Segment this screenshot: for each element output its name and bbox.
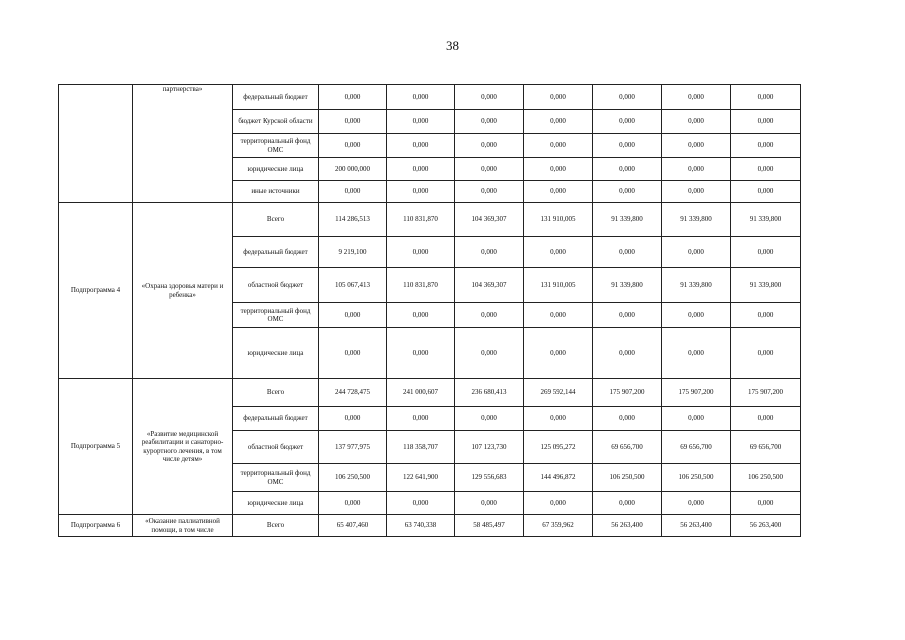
value-cell: 0,000	[662, 158, 731, 181]
table-row	[59, 203, 801, 237]
value-cell: 106 250,500	[593, 464, 662, 492]
value-cell: 0,000	[662, 181, 731, 203]
value-cell: 0,000	[319, 134, 387, 158]
value-cell: 0,000	[731, 492, 801, 515]
value-cell: 107 123,730	[455, 431, 524, 464]
funding-source-cell: бюджет Курской области	[233, 110, 319, 134]
value-cell: 137 977,975	[319, 431, 387, 464]
table-row	[59, 379, 801, 407]
value-cell: 0,000	[455, 158, 524, 181]
value-cell: 69 656,700	[593, 431, 662, 464]
value-cell: 0,000	[524, 181, 593, 203]
funding-source-cell: иные источники	[233, 181, 319, 203]
value-cell: 129 556,683	[455, 464, 524, 492]
value-cell: 0,000	[387, 110, 455, 134]
value-cell: 91 339,800	[731, 203, 801, 237]
value-cell: 144 496,872	[524, 464, 593, 492]
subprogram-cell: Подпрограмма 5	[59, 379, 133, 515]
value-cell: 0,000	[524, 134, 593, 158]
value-cell: 0,000	[387, 237, 455, 268]
value-cell: 67 359,962	[524, 515, 593, 537]
subprogram-cell: Подпрограмма 4	[59, 203, 133, 379]
value-cell: 105 067,413	[319, 268, 387, 303]
value-cell: 0,000	[662, 85, 731, 110]
value-cell: 175 907,200	[593, 379, 662, 407]
value-cell: 0,000	[731, 328, 801, 379]
value-cell: 0,000	[731, 158, 801, 181]
funding-source-cell: юридические лица	[233, 158, 319, 181]
value-cell: 0,000	[455, 303, 524, 328]
value-cell: 175 907,200	[662, 379, 731, 407]
value-cell: 0,000	[662, 134, 731, 158]
value-cell: 175 907,200	[731, 379, 801, 407]
value-cell: 106 250,500	[731, 464, 801, 492]
subprogram-description-cell: «Развитие медицинской реабилитации и санаторно-курортного лечения, в том числе детям»	[133, 379, 233, 515]
value-cell: 0,000	[387, 328, 455, 379]
value-cell: 0,000	[387, 85, 455, 110]
funding-source-cell: территориальный фонд ОМС	[233, 464, 319, 492]
value-cell: 0,000	[593, 492, 662, 515]
value-cell: 125 095,272	[524, 431, 593, 464]
value-cell: 104 369,307	[455, 203, 524, 237]
value-cell: 0,000	[731, 407, 801, 431]
value-cell: 56 263,400	[662, 515, 731, 537]
value-cell: 0,000	[524, 492, 593, 515]
value-cell: 9 219,100	[319, 237, 387, 268]
value-cell: 63 740,338	[387, 515, 455, 537]
value-cell: 0,000	[387, 303, 455, 328]
subprogram-description-cell: партнерства»	[133, 85, 233, 203]
funding-source-cell: территориальный фонд ОМС	[233, 134, 319, 158]
value-cell: 0,000	[455, 110, 524, 134]
value-cell: 236 680,413	[455, 379, 524, 407]
value-cell: 0,000	[524, 328, 593, 379]
value-cell: 0,000	[455, 181, 524, 203]
value-cell: 56 263,400	[593, 515, 662, 537]
value-cell: 0,000	[455, 134, 524, 158]
value-cell: 0,000	[662, 237, 731, 268]
value-cell: 69 656,700	[662, 431, 731, 464]
value-cell: 0,000	[662, 492, 731, 515]
value-cell: 0,000	[731, 85, 801, 110]
funding-source-cell: Всего	[233, 203, 319, 237]
funding-source-cell: территориальный фонд ОМС	[233, 303, 319, 328]
value-cell: 0,000	[387, 407, 455, 431]
funding-source-cell: юридические лица	[233, 492, 319, 515]
value-cell: 91 339,800	[593, 268, 662, 303]
value-cell: 106 250,500	[319, 464, 387, 492]
value-cell: 0,000	[319, 85, 387, 110]
value-cell: 0,000	[662, 303, 731, 328]
value-cell: 0,000	[319, 181, 387, 203]
value-cell: 0,000	[387, 134, 455, 158]
value-cell: 0,000	[455, 85, 524, 110]
value-cell: 0,000	[593, 158, 662, 181]
table-row	[59, 85, 801, 110]
funding-source-cell: областной бюджет	[233, 431, 319, 464]
value-cell: 131 910,005	[524, 203, 593, 237]
value-cell: 0,000	[662, 110, 731, 134]
value-cell: 0,000	[593, 237, 662, 268]
value-cell: 0,000	[387, 158, 455, 181]
value-cell: 0,000	[593, 407, 662, 431]
value-cell: 0,000	[593, 85, 662, 110]
subprogram-description-cell: «Охрана здоровья матери и ребенка»	[133, 203, 233, 379]
value-cell: 0,000	[731, 110, 801, 134]
value-cell: 0,000	[524, 237, 593, 268]
value-cell: 0,000	[731, 134, 801, 158]
value-cell: 0,000	[319, 407, 387, 431]
value-cell: 0,000	[455, 407, 524, 431]
value-cell: 0,000	[731, 181, 801, 203]
funding-source-cell: федеральный бюджет	[233, 407, 319, 431]
page-number: 38	[446, 38, 459, 53]
value-cell: 0,000	[319, 328, 387, 379]
value-cell: 0,000	[524, 158, 593, 181]
value-cell: 0,000	[319, 303, 387, 328]
value-cell: 0,000	[593, 303, 662, 328]
funding-source-cell: Всего	[233, 379, 319, 407]
value-cell: 241 000,607	[387, 379, 455, 407]
budget-table	[58, 84, 801, 537]
value-cell: 0,000	[593, 110, 662, 134]
value-cell: 269 592,144	[524, 379, 593, 407]
value-cell: 0,000	[319, 110, 387, 134]
value-cell: 0,000	[662, 328, 731, 379]
value-cell: 0,000	[455, 237, 524, 268]
value-cell: 106 250,500	[662, 464, 731, 492]
value-cell: 104 369,307	[455, 268, 524, 303]
value-cell: 0,000	[524, 85, 593, 110]
value-cell: 0,000	[593, 328, 662, 379]
funding-source-cell: федеральный бюджет	[233, 85, 319, 110]
value-cell: 0,000	[524, 110, 593, 134]
value-cell: 0,000	[387, 181, 455, 203]
table-body	[59, 85, 801, 537]
value-cell: 58 485,497	[455, 515, 524, 537]
value-cell: 69 656,700	[731, 431, 801, 464]
funding-source-cell: областной бюджет	[233, 268, 319, 303]
value-cell: 0,000	[319, 492, 387, 515]
value-cell: 110 831,870	[387, 268, 455, 303]
value-cell: 0,000	[593, 181, 662, 203]
subprogram-cell: Подпрограмма 6	[59, 515, 133, 537]
value-cell: 91 339,800	[731, 268, 801, 303]
value-cell: 122 641,900	[387, 464, 455, 492]
funding-source-cell: федеральный бюджет	[233, 237, 319, 268]
value-cell: 0,000	[455, 492, 524, 515]
value-cell: 0,000	[731, 237, 801, 268]
value-cell: 0,000	[662, 407, 731, 431]
value-cell: 0,000	[455, 328, 524, 379]
value-cell: 200 000,000	[319, 158, 387, 181]
value-cell: 0,000	[593, 134, 662, 158]
value-cell: 91 339,800	[662, 268, 731, 303]
value-cell: 0,000	[524, 303, 593, 328]
value-cell: 56 263,400	[731, 515, 801, 537]
value-cell: 0,000	[387, 492, 455, 515]
value-cell: 0,000	[731, 303, 801, 328]
value-cell: 91 339,800	[662, 203, 731, 237]
subprogram-description-cell: «Оказание паллиативной помощи, в том числе	[133, 515, 233, 537]
value-cell: 114 286,513	[319, 203, 387, 237]
value-cell: 118 358,707	[387, 431, 455, 464]
value-cell: 131 910,005	[524, 268, 593, 303]
value-cell: 0,000	[524, 407, 593, 431]
value-cell: 244 728,475	[319, 379, 387, 407]
funding-source-cell: Всего	[233, 515, 319, 537]
value-cell: 65 407,460	[319, 515, 387, 537]
value-cell: 110 831,870	[387, 203, 455, 237]
value-cell: 91 339,800	[593, 203, 662, 237]
subprogram-cell	[59, 85, 133, 203]
table-row	[59, 515, 801, 537]
funding-source-cell: юридические лица	[233, 328, 319, 379]
